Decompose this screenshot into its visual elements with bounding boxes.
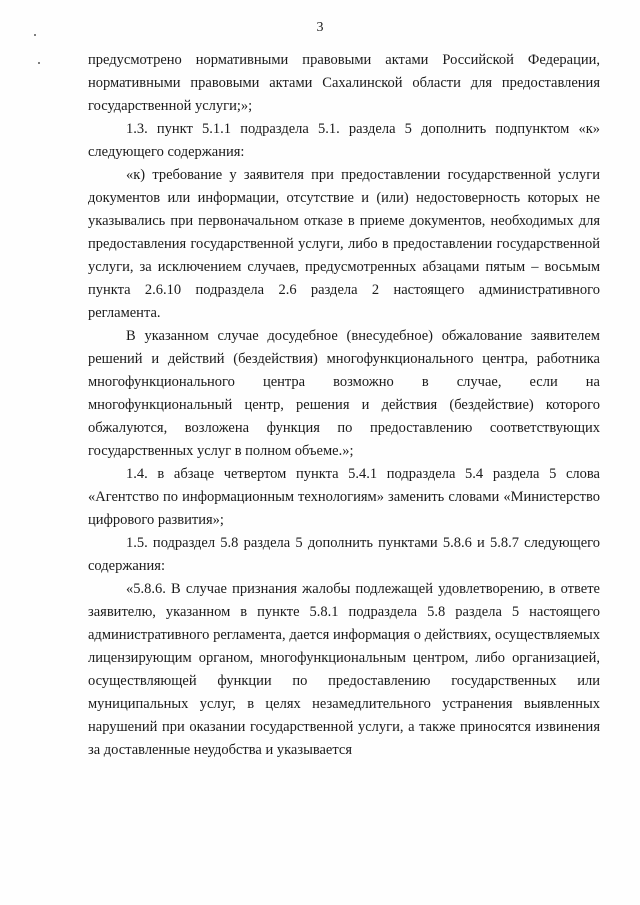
paragraph-subpoint-k: «к) требование у заявителя при предоставлении государственной услуги документов или информации, отсутствие и (или) недостоверность которых не указывались при первоначальном отказе в приеме документов, необходимых для предоставления государственной услуги, либо в предоставлении государственной услуги, за исключением случаев, предусмотренных абзацами пятым – восьмым пункта 2.6.10 подраздела 2.6 раздела 2 настоящего административного регламента. — [88, 167, 600, 321]
paragraph-continuation: предусмотрено нормативными правовыми актами Российской Федерации, нормативными правовыми актами Сахалинской области для предоставления государственной услуги;»; — [88, 52, 600, 114]
page-number: 3 — [316, 20, 324, 35]
paragraph-1-3: 1.3. пункт 5.1.1 подраздела 5.1. раздела 5 дополнить подпунктом «к» следующего содержания: — [88, 121, 600, 160]
paragraph-1-4: 1.4. в абзаце четвертом пункта 5.4.1 подраздела 5.4 раздела 5 слова «Агентство по информационным технологиям» заменить словами «Министерство цифрового развития»; — [88, 466, 600, 528]
paragraph-pretrial-appeal: В указанном случае досудебное (внесудебное) обжалование заявителем решений и действий (бездействия) многофункционального центра, работника многофункционального центра возможно в случае, если на многофункциональный центр, решения и действия (бездействие) которого обжалуются, возложена функция по предоставлению соответствующих государственных услуг в полном объеме.»; — [88, 328, 600, 459]
paragraph-1-5: 1.5. подраздел 5.8 раздела 5 дополнить пунктами 5.8.6 и 5.8.7 следующего содержания: — [88, 535, 600, 574]
paragraph-5-8-6: «5.8.6. В случае признания жалобы подлежащей удовлетворению, в ответе заявителю, указанном в пункте 5.8.1 подраздела 5.8 раздела 5 настоящего административного регламента, дается информация о действиях, осуществляемых лицензирующим органом, многофункциональным центром, либо организацией, осуществляющей функции по предоставлению государственных или муниципальных услуг, в целях незамедлительного устранения выявленных нарушений при оказании государственной услуги, а также приносятся извинения за доставленные неудобства и указывается — [88, 581, 600, 758]
scan-speck — [38, 62, 40, 64]
document-body — [88, 49, 600, 762]
